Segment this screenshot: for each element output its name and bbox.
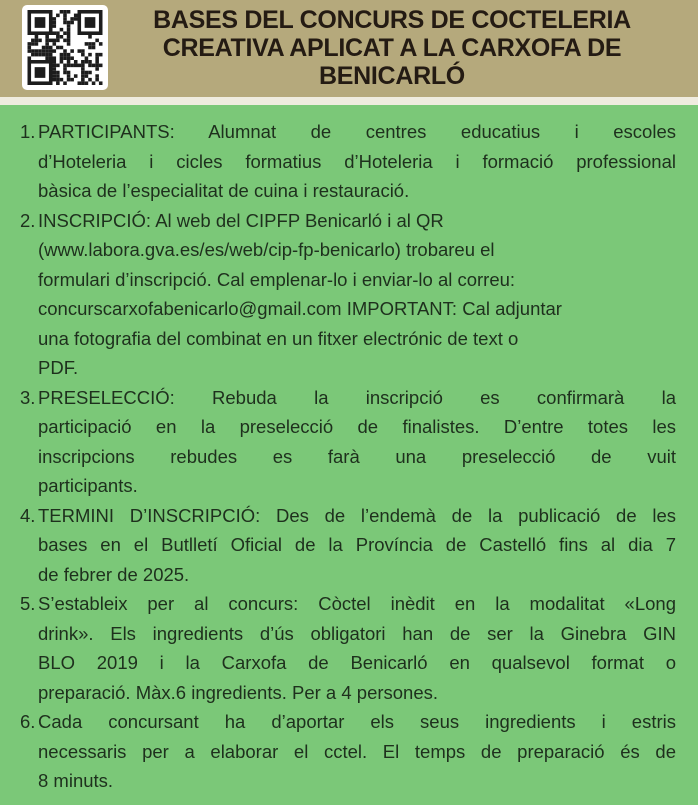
rule-number: 3. [20,386,36,408]
rule-item-ingredients [20,707,676,796]
rule-line: (www.labora.gva.es/es/web/cip-fp-benicarlo) trobareu el [38,239,495,260]
rule-line: PRESELECCIÓ: Rebuda la inscripció es confirmarà la [38,386,676,408]
qr-code-icon [22,5,108,90]
rule-line: PARTICIPANTS: Alumnat de centres educatius i escoles [38,121,676,142]
rule-line: de febrer de 2025. [38,563,190,585]
rule-number: 2. [20,209,36,231]
rule-item-preseleccio [20,383,676,501]
rule-item-termini [20,501,676,590]
rule-number: 4. [20,504,36,526]
rule-line: inscripcions rebudes es farà una preselecció de vuit [38,445,676,467]
rule-line: 8 minuts. [38,770,114,791]
title-line: CREATIVA APLICAT A LA CARXOFA DE [162,34,622,62]
rule-line: INSCRIPCIÓ: Al web del CIPFP Benicarló i al QR [38,209,444,231]
title-line: BENICARLÓ [319,62,465,90]
rule-line: participants. [38,475,138,496]
rule-line: bases en el Butlletí Oficial de la Província de Castelló fins al dia 7 [38,534,676,555]
rule-line: TERMINI D’INSCRIPCIÓ: Des de l’endemà de la publicació de les [38,504,676,526]
rule-line: necessaris per a elaborar el cctel. El temps de preparació és de [38,740,676,762]
rule-number: 6. [20,711,36,732]
rule-item-participants [20,117,676,206]
rule-line: formulari d’inscripció. Cal emplenar-lo i enviar-lo al correu: [38,268,516,290]
rule-line: BLO 2019 i la Carxofa de Benicarló en qualsevol format o [38,652,676,673]
rule-item-coctel [20,589,676,707]
rules-list [0,105,698,796]
rule-number: 1. [20,121,36,142]
rule-line: una fotografia del combinat en un fitxer electrónic de text o [38,327,519,349]
header [0,0,698,97]
title-line: BASES DEL CONCURS DE COCTELERIA [153,6,631,34]
rule-line: participació en la preselecció de finalistes. D’entre totes les [38,416,676,437]
header-divider [0,97,698,105]
rule-line: d’Hoteleria i cicles formatius d’Hoteleria i formació professional [38,150,676,172]
rule-number: 5. [20,593,36,614]
page-title [108,0,698,90]
rule-line: PDF. [38,357,79,378]
rule-line: concurscarxofabenicarlo@gmail.com IMPORTANT: Cal adjuntar [38,298,562,319]
rule-item-inscripcio [20,206,676,383]
rule-line: preparació. Màx.6 ingredients. Per a 4 persones. [38,681,439,703]
rule-line: drink». Els ingredients d’ús obligatori han de ser la Ginebra GIN [38,622,676,644]
rule-line: S’estableix per al concurs: Còctel inèdit en la modalitat «Long [38,593,676,614]
rule-line: Cada concursant ha d’aportar els seus ingredients i estris [38,711,676,732]
qr-code-pattern [27,10,103,85]
rule-line: bàsica de l’especialitat de cuina i restauració. [38,180,410,201]
